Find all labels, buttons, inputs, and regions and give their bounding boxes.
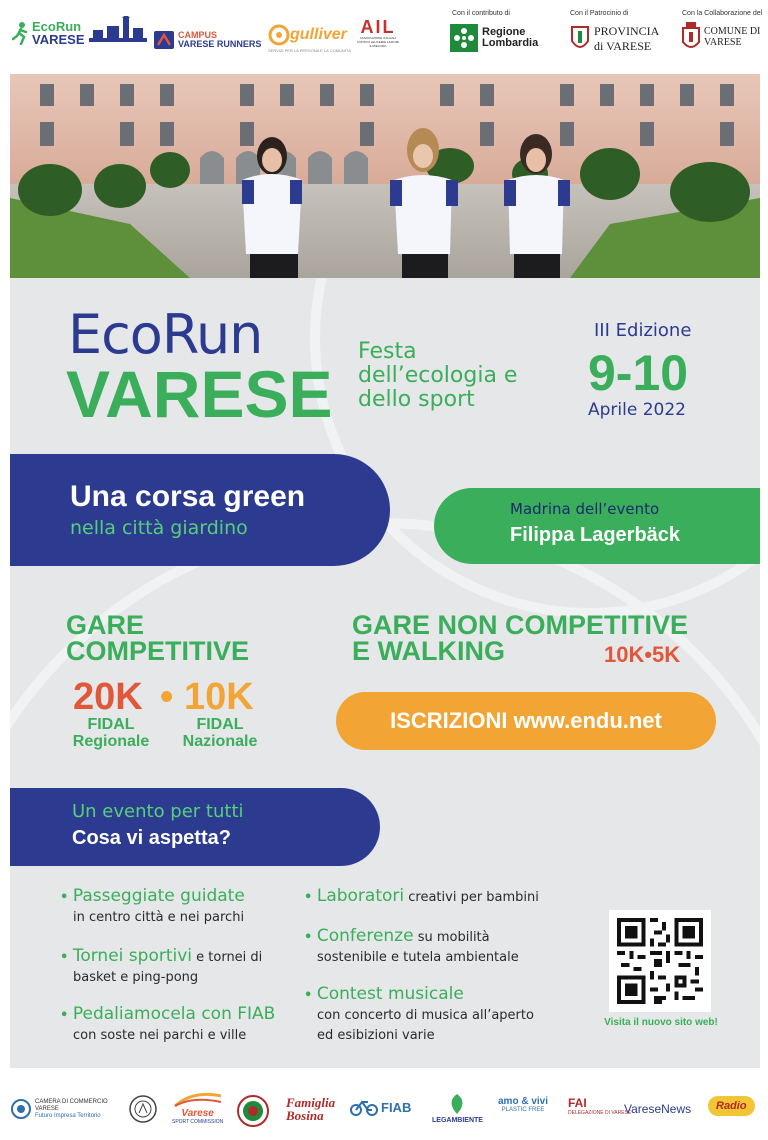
club-crest-icon <box>236 1094 270 1128</box>
campus-varese-runners-logo <box>154 31 261 49</box>
legambiente-logo <box>432 1092 483 1124</box>
university-seal-icon <box>128 1094 158 1124</box>
activity-highlight: Tornei sportivi <box>72 946 193 966</box>
hero-photo-three-runners <box>10 74 760 278</box>
non-competitive-title-line1: GARE NON COMPETITIVE <box>352 610 689 640</box>
activity-fiab-bike-ride <box>60 1004 310 1046</box>
regione-name-line2: Lombardia <box>482 37 539 49</box>
bullet-dot: • <box>60 1008 73 1023</box>
activity-music-contest <box>304 984 574 1046</box>
legambiente-text: LEGAMBIENTE <box>432 1117 483 1124</box>
green-run-title: Una corsa green <box>70 480 306 513</box>
edition-label: III Edizione <box>594 320 692 341</box>
camera-commercio-logo <box>10 1098 108 1120</box>
registration-link[interactable]: ISCRIZIONI www.endu.net <box>390 708 662 733</box>
godmother-label: Madrina dell’evento <box>510 500 660 518</box>
fiab-logo <box>350 1098 411 1116</box>
competitive-title-line2: COMPETITIVE <box>66 636 250 666</box>
activity-workshops <box>304 886 574 908</box>
provincia-varese-logo <box>570 24 659 54</box>
fidal-nazionale-label <box>174 716 266 750</box>
legambiente-leaf-icon <box>446 1092 468 1116</box>
provincia-name-line2: di VARESE <box>594 39 652 53</box>
fai-sub: DELEGAZIONE DI VARESE <box>568 1110 632 1116</box>
regione-lombardia-rose-icon <box>450 24 478 52</box>
varese-sport-text: Varese <box>181 1108 214 1119</box>
activity-detail: con soste nei parchi e ville <box>73 1028 247 1043</box>
activity-rest: creativi per bambini <box>404 890 539 905</box>
provincia-crest-icon <box>570 25 590 53</box>
varesenews-logo <box>624 1102 691 1116</box>
radio-logo <box>708 1096 755 1116</box>
fidal-nazionale-line1: FIDAL <box>196 716 244 733</box>
comune-name-line1: COMUNE DI <box>704 26 761 37</box>
bullet-dot: • <box>60 890 73 905</box>
non-competitive-distances: 10K•5K <box>604 642 681 667</box>
varese-sport-commission-logo <box>172 1090 223 1125</box>
camera-commercio-icon <box>10 1098 32 1120</box>
distance-separator: • <box>160 676 174 718</box>
event-month-year: Aprile 2022 <box>588 400 686 420</box>
activity-rest: su mobilità <box>413 930 490 945</box>
qr-caption: Visita il nuovo sito web! <box>604 1017 718 1028</box>
activity-highlight: Contest musicale <box>316 984 464 1004</box>
university-seal-logo <box>128 1094 158 1124</box>
patrocinio-caption: Con il Patrocinio di <box>570 10 629 17</box>
fidal-regionale-line1: FIDAL <box>87 716 135 733</box>
ail-logo <box>356 18 400 48</box>
sport-commission-swoosh-icon <box>173 1090 223 1108</box>
comune-name-line2: VARESE <box>704 37 742 48</box>
activity-detail: in centro città e nei parchi <box>73 910 245 925</box>
ail-logo-text: AIL <box>360 17 396 37</box>
amo-vivi-text: amo & vivi <box>498 1096 549 1107</box>
sponsor-header <box>0 0 768 72</box>
godmother-name: Filippa Lagerbäck <box>510 524 681 546</box>
gulliver-logo <box>268 22 351 53</box>
activity-highlight: Laboratori <box>316 886 405 906</box>
activity-highlight: Pedaliamocela con FIAB <box>72 1004 276 1024</box>
fidal-nazionale-line2: Nazionale <box>182 733 258 750</box>
activity-detail: sostenibile e tutela ambientale <box>317 950 519 965</box>
comune-crest-icon <box>682 22 700 52</box>
city-skyline-icon <box>89 16 147 50</box>
event-title-ecorun: EcoRun <box>68 303 263 366</box>
gulliver-logo-text: gulliver <box>290 26 347 43</box>
regione-lombardia-logo <box>450 24 538 52</box>
website-qr-code[interactable] <box>609 910 711 1012</box>
runner-icon <box>12 21 28 45</box>
camera-line1: CAMERA DI COMMERCIO <box>35 1098 108 1105</box>
ecorun-logo-line2: VARESE <box>32 32 85 47</box>
campus-logo-line2: VARESE RUNNERS <box>178 39 262 49</box>
famiglia-bosina-logo <box>286 1096 338 1122</box>
event-dates: 9-10 <box>588 345 689 401</box>
gulliver-swirl-icon <box>268 22 290 48</box>
bullet-dot: • <box>60 950 73 965</box>
amo-vivi-plastic-free-logo <box>498 1096 548 1113</box>
activity-rest: e tornei di <box>192 950 263 965</box>
green-run-subtitle: nella città giardino <box>70 517 248 539</box>
competitive-title-line1: GARE <box>66 610 145 640</box>
activity-detail-2: ed esibizioni varie <box>317 1028 435 1043</box>
distance-20k: 20K <box>73 676 143 718</box>
palazzo-garden-photo <box>10 74 760 278</box>
activity-detail: con concerto di musica all’aperto <box>317 1008 534 1023</box>
for-all-line1: Un evento per tutti <box>72 801 244 822</box>
for-all-line2: Cosa vi aspetta? <box>72 827 231 849</box>
event-tagline: Festa dell’ecologia e dello sport <box>358 339 518 412</box>
fai-text: FAI <box>568 1096 587 1110</box>
distance-10k: 10K <box>184 676 254 718</box>
camera-line2: VARESE <box>35 1105 59 1112</box>
fidal-regionale-label <box>66 716 156 750</box>
radio-text: Radio <box>708 1096 755 1116</box>
provincia-name-line1: PROVINCIA <box>594 24 660 38</box>
varese-sport-sub: SPORT COMMISSION <box>172 1119 224 1125</box>
campus-emblem-icon <box>154 31 174 49</box>
activity-guided-walks <box>60 886 300 928</box>
bicycle-icon <box>350 1098 378 1116</box>
collaborazione-caption: Con la Collaborazione del <box>682 10 763 17</box>
bullet-dot: • <box>304 890 317 905</box>
varesenews-text: VareseNews <box>624 1102 692 1116</box>
non-competitive-title-line2: E WALKING <box>352 636 505 666</box>
ail-logo-sub: ASSOCIAZIONE ITALIANA CONTRO LEUCEMIE LINFOMI E MIELOMA <box>356 36 400 48</box>
gulliver-logo-sub: SERVIZI PER LA PERSONA E LA COMUNITÀ <box>268 48 352 53</box>
fiab-text: FIAB <box>381 1099 412 1115</box>
regione-name-line1: Regione <box>482 26 526 38</box>
fai-logo <box>568 1096 631 1116</box>
activity-sport-tournaments <box>60 946 300 988</box>
fidal-regionale-line2: Regionale <box>72 733 150 750</box>
activity-highlight: Passeggiate guidate <box>72 886 245 906</box>
qr-code-icon <box>617 918 703 1004</box>
campus-logo-line1: CAMPUS <box>178 30 218 40</box>
comune-varese-logo <box>682 22 760 52</box>
ecorun-logo-line1: EcoRun <box>32 19 82 34</box>
camera-line3: Futuro Impresa Territorio <box>35 1112 101 1119</box>
activity-highlight: Conferenze <box>316 926 414 946</box>
competitive-races-title <box>66 612 249 664</box>
club-crest-logo <box>236 1094 270 1128</box>
activity-detail: basket e ping-pong <box>73 970 199 985</box>
plastic-free-text: PLASTIC FREE <box>501 1107 545 1113</box>
bullet-dot: • <box>304 930 317 945</box>
activity-conferences <box>304 926 574 968</box>
famiglia-bosina-text: Famiglia Bosina <box>286 1095 336 1123</box>
ecorun-logo <box>12 16 147 50</box>
event-title-varese: VARESE <box>66 357 333 431</box>
bullet-dot: • <box>304 988 317 1003</box>
contributo-caption: Con il contributo di <box>452 10 510 17</box>
